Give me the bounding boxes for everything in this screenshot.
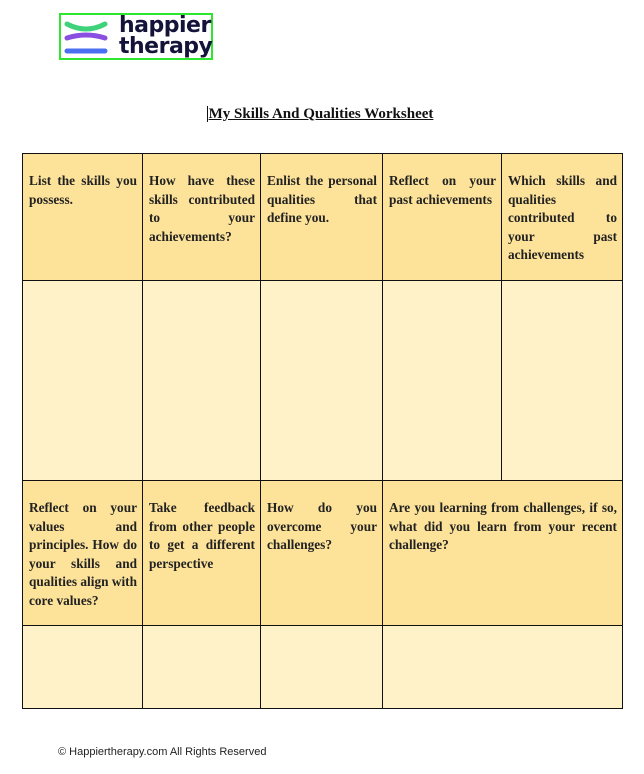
happier-therapy-logo (59, 13, 213, 60)
prompt-cell: How do you overcome your challenges? (261, 481, 383, 626)
prompt-cell: List the skills you possess. (23, 154, 143, 281)
copyright-footer: © Happiertherapy.com All Rights Reserved (58, 746, 267, 758)
answer-cell[interactable] (23, 626, 143, 709)
prompt-row-2 (23, 481, 623, 626)
answer-cell[interactable] (143, 626, 261, 709)
prompt-cell: Reflect on your past achievements (383, 154, 502, 281)
prompt-cell: Reflect on your values and principles. How do your skills and qualities align with core values? (23, 481, 143, 626)
prompt-cell: Take feedback from other people to get a different perspective (143, 481, 261, 626)
prompt-row-1 (23, 154, 623, 281)
logo-line-2: therapy (119, 34, 213, 59)
answer-cell[interactable] (23, 281, 143, 481)
answer-cell[interactable] (261, 281, 383, 481)
answer-row-2 (23, 626, 623, 709)
answer-row-1 (23, 281, 623, 481)
worksheet-table (22, 153, 623, 709)
answer-cell[interactable] (261, 626, 383, 709)
logo-waves-icon (64, 20, 108, 56)
page-title (0, 106, 640, 123)
answer-cell[interactable] (383, 281, 502, 481)
worksheet-title: My Skills And Qualities Worksheet (208, 106, 434, 122)
answer-cell[interactable] (143, 281, 261, 481)
answer-cell-wide[interactable] (383, 626, 623, 709)
logo-line-1: happier (119, 13, 211, 38)
prompt-cell: Enlist the personal qualities that define you. (261, 154, 383, 281)
prompt-cell-wide: Are you learning from challenges, if so, what did you learn from your recent challenge? (383, 481, 623, 626)
answer-cell[interactable] (502, 281, 623, 481)
logo-wordmark (119, 15, 212, 57)
prompt-cell: Which skills and qualities contributed to your past achievements (502, 154, 623, 281)
prompt-cell: How have these skills contributed to your achievements? (143, 154, 261, 281)
